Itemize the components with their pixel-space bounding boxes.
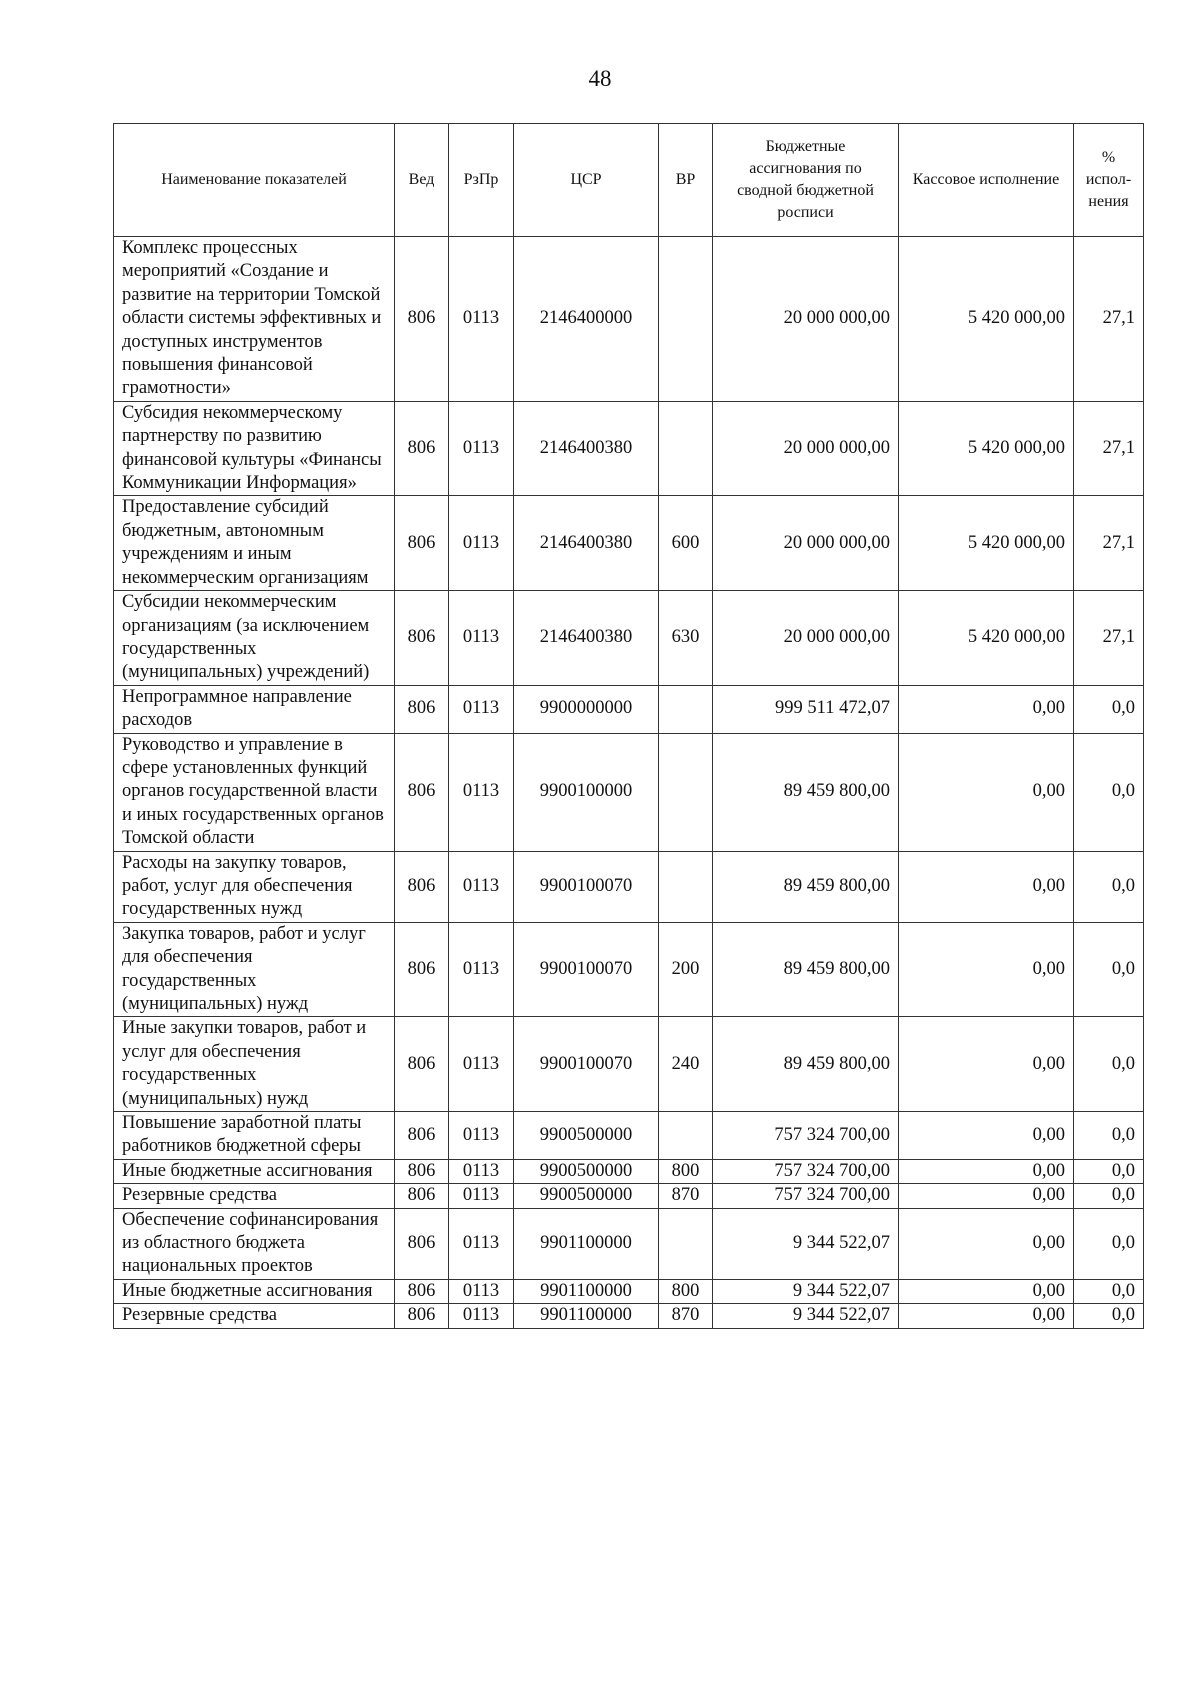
header-csr: ЦСР bbox=[514, 124, 659, 237]
cell-ved: 806 bbox=[395, 1112, 449, 1160]
budget-execution-table bbox=[113, 123, 1144, 1329]
cell-vr: 870 bbox=[659, 1304, 713, 1328]
cell-rzpr: 0113 bbox=[449, 922, 514, 1017]
cell-ved: 806 bbox=[395, 496, 449, 591]
cell-csr: 9900500000 bbox=[514, 1159, 659, 1183]
cell-cash: 0,00 bbox=[899, 685, 1074, 733]
cell-csr: 9900000000 bbox=[514, 685, 659, 733]
cell-name: Резервные средства bbox=[114, 1184, 395, 1208]
cell-ved: 806 bbox=[395, 1159, 449, 1183]
cell-percent: 0,0 bbox=[1074, 1304, 1144, 1328]
cell-budget: 89 459 800,00 bbox=[713, 922, 899, 1017]
cell-name: Субсидия некоммерческому партнерству по развитию финансовой культуры «Финансы Коммуникации Информация» bbox=[114, 401, 395, 496]
cell-ved: 806 bbox=[395, 733, 449, 851]
cell-name: Иные закупки товаров, работ и услуг для обеспечения государственных (муниципальных) нужд bbox=[114, 1017, 395, 1112]
cell-vr: 630 bbox=[659, 591, 713, 686]
cell-csr: 9900100070 bbox=[514, 1017, 659, 1112]
cell-percent: 27,1 bbox=[1074, 237, 1144, 402]
table-body bbox=[114, 237, 1144, 1329]
cell-cash: 0,00 bbox=[899, 1184, 1074, 1208]
table-header bbox=[114, 124, 1144, 237]
cell-percent: 0,0 bbox=[1074, 1017, 1144, 1112]
cell-vr: 870 bbox=[659, 1184, 713, 1208]
table-row bbox=[114, 685, 1144, 733]
cell-budget: 20 000 000,00 bbox=[713, 237, 899, 402]
cell-rzpr: 0113 bbox=[449, 685, 514, 733]
cell-budget: 757 324 700,00 bbox=[713, 1112, 899, 1160]
cell-vr: 240 bbox=[659, 1017, 713, 1112]
cell-rzpr: 0113 bbox=[449, 1017, 514, 1112]
cell-budget: 9 344 522,07 bbox=[713, 1304, 899, 1328]
table-row bbox=[114, 1017, 1144, 1112]
cell-percent: 0,0 bbox=[1074, 922, 1144, 1017]
cell-name: Иные бюджетные ассигнования bbox=[114, 1159, 395, 1183]
cell-vr bbox=[659, 685, 713, 733]
cell-cash: 0,00 bbox=[899, 1208, 1074, 1279]
cell-vr: 800 bbox=[659, 1279, 713, 1303]
cell-budget: 9 344 522,07 bbox=[713, 1208, 899, 1279]
cell-vr bbox=[659, 401, 713, 496]
cell-csr: 9900100070 bbox=[514, 851, 659, 922]
cell-percent: 27,1 bbox=[1074, 401, 1144, 496]
header-name: Наименование показателей bbox=[114, 124, 395, 237]
cell-percent: 0,0 bbox=[1074, 1159, 1144, 1183]
table-row bbox=[114, 851, 1144, 922]
header-ved: Вед bbox=[395, 124, 449, 237]
cell-csr: 9900100070 bbox=[514, 922, 659, 1017]
cell-csr: 9900500000 bbox=[514, 1184, 659, 1208]
cell-csr: 2146400380 bbox=[514, 591, 659, 686]
cell-rzpr: 0113 bbox=[449, 591, 514, 686]
table-row bbox=[114, 496, 1144, 591]
cell-csr: 9900500000 bbox=[514, 1112, 659, 1160]
cell-cash: 0,00 bbox=[899, 922, 1074, 1017]
cell-rzpr: 0113 bbox=[449, 1112, 514, 1160]
cell-vr: 200 bbox=[659, 922, 713, 1017]
cell-cash: 0,00 bbox=[899, 1159, 1074, 1183]
cell-percent: 0,0 bbox=[1074, 685, 1144, 733]
cell-csr: 9900100000 bbox=[514, 733, 659, 851]
cell-name: Иные бюджетные ассигнования bbox=[114, 1279, 395, 1303]
cell-vr bbox=[659, 1112, 713, 1160]
header-percent: % испол-нения bbox=[1074, 124, 1144, 237]
cell-cash: 0,00 bbox=[899, 733, 1074, 851]
cell-rzpr: 0113 bbox=[449, 1304, 514, 1328]
cell-ved: 806 bbox=[395, 922, 449, 1017]
cell-cash: 0,00 bbox=[899, 1279, 1074, 1303]
cell-vr bbox=[659, 733, 713, 851]
cell-ved: 806 bbox=[395, 1279, 449, 1303]
cell-vr: 800 bbox=[659, 1159, 713, 1183]
cell-name: Субсидии некоммерческим организациям (за исключением государственных (муниципальных) учреждений) bbox=[114, 591, 395, 686]
cell-vr bbox=[659, 237, 713, 402]
cell-rzpr: 0113 bbox=[449, 401, 514, 496]
cell-cash: 0,00 bbox=[899, 851, 1074, 922]
cell-rzpr: 0113 bbox=[449, 1279, 514, 1303]
table-row bbox=[114, 1279, 1144, 1303]
cell-rzpr: 0113 bbox=[449, 237, 514, 402]
cell-name: Руководство и управление в сфере установленных функций органов государственной власти и иных государственных органов Томской области bbox=[114, 733, 395, 851]
cell-csr: 2146400000 bbox=[514, 237, 659, 402]
cell-name: Комплекс процессных мероприятий «Создание и развитие на территории Томской области системы эффективных и доступных инструментов повышения финансовой грамотности» bbox=[114, 237, 395, 402]
cell-name: Резервные средства bbox=[114, 1304, 395, 1328]
cell-budget: 757 324 700,00 bbox=[713, 1159, 899, 1183]
cell-percent: 27,1 bbox=[1074, 591, 1144, 686]
cell-budget: 9 344 522,07 bbox=[713, 1279, 899, 1303]
table-row bbox=[114, 591, 1144, 686]
cell-ved: 806 bbox=[395, 237, 449, 402]
cell-rzpr: 0113 bbox=[449, 1208, 514, 1279]
table-row bbox=[114, 401, 1144, 496]
table-row bbox=[114, 1304, 1144, 1328]
cell-name: Предоставление субсидий бюджетным, автономным учреждениям и иным некоммерческим организациям bbox=[114, 496, 395, 591]
table-row bbox=[114, 1112, 1144, 1160]
cell-csr: 2146400380 bbox=[514, 496, 659, 591]
cell-ved: 806 bbox=[395, 685, 449, 733]
cell-name: Расходы на закупку товаров, работ, услуг для обеспечения государственных нужд bbox=[114, 851, 395, 922]
cell-budget: 20 000 000,00 bbox=[713, 591, 899, 686]
table-row bbox=[114, 922, 1144, 1017]
cell-cash: 0,00 bbox=[899, 1017, 1074, 1112]
cell-rzpr: 0113 bbox=[449, 851, 514, 922]
cell-budget: 89 459 800,00 bbox=[713, 1017, 899, 1112]
header-rzpr: РзПр bbox=[449, 124, 514, 237]
cell-percent: 0,0 bbox=[1074, 1279, 1144, 1303]
table-row bbox=[114, 1184, 1144, 1208]
cell-csr: 2146400380 bbox=[514, 401, 659, 496]
cell-budget: 757 324 700,00 bbox=[713, 1184, 899, 1208]
cell-ved: 806 bbox=[395, 591, 449, 686]
cell-ved: 806 bbox=[395, 401, 449, 496]
cell-cash: 5 420 000,00 bbox=[899, 496, 1074, 591]
cell-rzpr: 0113 bbox=[449, 733, 514, 851]
cell-ved: 806 bbox=[395, 1304, 449, 1328]
cell-ved: 806 bbox=[395, 1017, 449, 1112]
cell-rzpr: 0113 bbox=[449, 496, 514, 591]
cell-csr: 9901100000 bbox=[514, 1279, 659, 1303]
cell-ved: 806 bbox=[395, 851, 449, 922]
cell-budget: 20 000 000,00 bbox=[713, 496, 899, 591]
cell-name: Закупка товаров, работ и услуг для обеспечения государственных (муниципальных) нужд bbox=[114, 922, 395, 1017]
cell-percent: 0,0 bbox=[1074, 1112, 1144, 1160]
cell-vr bbox=[659, 1208, 713, 1279]
cell-budget: 20 000 000,00 bbox=[713, 401, 899, 496]
cell-cash: 5 420 000,00 bbox=[899, 237, 1074, 402]
cell-vr: 600 bbox=[659, 496, 713, 591]
header-row bbox=[114, 124, 1144, 237]
cell-cash: 0,00 bbox=[899, 1304, 1074, 1328]
cell-cash: 0,00 bbox=[899, 1112, 1074, 1160]
cell-cash: 5 420 000,00 bbox=[899, 401, 1074, 496]
cell-cash: 5 420 000,00 bbox=[899, 591, 1074, 686]
cell-percent: 0,0 bbox=[1074, 1208, 1144, 1279]
cell-vr bbox=[659, 851, 713, 922]
cell-rzpr: 0113 bbox=[449, 1159, 514, 1183]
cell-budget: 89 459 800,00 bbox=[713, 733, 899, 851]
header-budget: Бюджетные ассигнования по сводной бюджетной росписи bbox=[713, 124, 899, 237]
cell-name: Повышение заработной платы работников бюджетной сферы bbox=[114, 1112, 395, 1160]
table-row bbox=[114, 237, 1144, 402]
cell-percent: 0,0 bbox=[1074, 851, 1144, 922]
header-cash: Кассовое исполнение bbox=[899, 124, 1074, 237]
cell-ved: 806 bbox=[395, 1208, 449, 1279]
cell-percent: 0,0 bbox=[1074, 1184, 1144, 1208]
cell-budget: 89 459 800,00 bbox=[713, 851, 899, 922]
cell-csr: 9901100000 bbox=[514, 1304, 659, 1328]
table-row bbox=[114, 1159, 1144, 1183]
cell-name: Обеспечение софинансирования из областного бюджета национальных проектов bbox=[114, 1208, 395, 1279]
cell-csr: 9901100000 bbox=[514, 1208, 659, 1279]
cell-rzpr: 0113 bbox=[449, 1184, 514, 1208]
cell-percent: 0,0 bbox=[1074, 733, 1144, 851]
cell-percent: 27,1 bbox=[1074, 496, 1144, 591]
cell-name: Непрограммное направление расходов bbox=[114, 685, 395, 733]
cell-ved: 806 bbox=[395, 1184, 449, 1208]
page-number: 48 bbox=[588, 66, 612, 91]
table-row bbox=[114, 733, 1144, 851]
cell-budget: 999 511 472,07 bbox=[713, 685, 899, 733]
table-row bbox=[114, 1208, 1144, 1279]
header-vr: ВР bbox=[659, 124, 713, 237]
